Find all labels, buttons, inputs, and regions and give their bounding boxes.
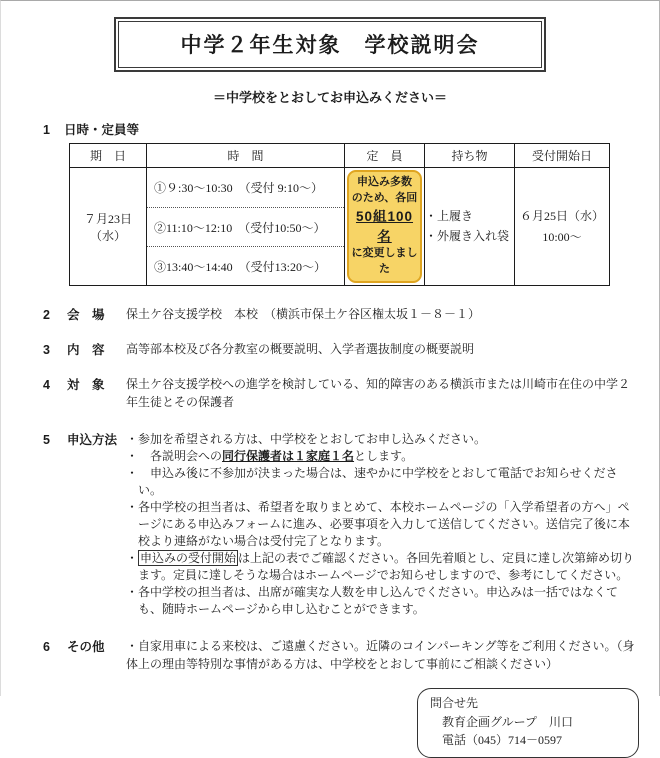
section-6-number: 6 [43,640,50,655]
page-subtitle: ＝中学校をとおしてお申込みください＝ [212,90,447,105]
apply-bullet-2-pre: 各説明会への [138,449,223,464]
contact-box [417,688,639,758]
section-6-label: その他 [67,640,105,655]
bullet-marker: ・ [126,466,139,481]
capacity-highlight: 50組100名 [355,208,414,244]
section-3-label: 内 容 [67,343,105,358]
bullet-marker: ・ [126,449,139,464]
section-2-number: 2 [43,308,50,322]
start-line-1: ６月25日（水） [519,209,604,224]
section-apply [43,431,637,618]
start-line-2: 10:00～ [542,229,582,244]
contact-group: 教育企画グループ 川口 [442,714,574,729]
date-cell: ７月23日（水） [70,168,147,286]
venue-text: 保土ケ谷支援学校 本校 （横浜市保土ケ谷区権太坂１－８－１） [126,307,481,321]
apply-bullet-3-text: 申込み後に不参加が決まった場合は、速やかに中学校をとおして電話でお知らせください。 [138,466,618,498]
apply-bullet-6 [126,584,637,618]
target-text: 保土ケ谷支援学校への進学を検討している、知的障害のある横浜市または川崎市在住の中学２年生徒とその保護者 [126,377,631,409]
apply-bullet-4 [126,499,637,550]
section-4-label: 対 象 [67,378,105,393]
capacity-line-1: 申込み多数 [357,176,412,189]
bullet-marker: ・ [126,585,139,600]
apply-bullet-4-text: 各中学校の担当者は、希望者を取りまとめて、本校ホームページの「入学希望者の方へ」ページにある申込みフォームに進み、必要事項を入力して送信してください。送信完了後に本校より連絡がない場合は受付完了となります。 [138,500,630,549]
apply-bullet-5 [126,550,637,584]
apply-bullet-list [126,431,637,618]
time-slot-2: ②11:10～12:10 （受付10:50～） [147,207,344,246]
section-4-number: 4 [43,378,50,393]
capacity-cell [345,168,425,286]
bullet-marker: ・ [126,432,139,447]
apply-bullet-2-emphasis: 同行保護者は１家庭１名 [222,449,355,464]
apply-bullet-6-text: 各中学校の担当者は、出席が確実な人数を申し込んでください。申込みは一括ではなくても、随時ホームページから申し込むことができます。 [138,585,619,617]
section-5-label: 申込方法 [67,433,118,448]
apply-bullet-2 [126,448,637,465]
section-2-label: 会 場 [67,308,105,322]
section-1-label: 日時・定員等 [63,123,139,137]
time-slot-1: ①９:30～10:30 （受付 9:10～） [154,181,324,195]
other-text: ・自家用車による来校は、ご遠慮ください。近隣のコインパーキング等をご利用ください。（身体上の理由等特別な事情がある方は、中学校をとおして事前にご相談ください） [126,639,635,671]
page-title: 中学２年生対象 学校説明会 [118,21,542,68]
bullet-marker: ・ [126,500,139,515]
table-body-row [70,168,610,286]
schedule-table [69,143,610,286]
items-cell [425,168,515,286]
col-header-date: 期 日 [70,144,147,168]
capacity-line-2: のため、各回 [351,192,418,204]
apply-bullet-2-post: とします。 [354,449,414,464]
apply-bullet-5-boxed: 申込みの受付開始 [140,551,237,566]
title-box [114,17,546,72]
section-5-number: 5 [43,433,50,448]
section-venue [43,306,637,324]
section-target [43,376,637,411]
capacity-callout [347,170,422,283]
apply-bullet-1-text: 参加を希望される方は、中学校をとおしてお申し込みください。 [138,432,487,447]
section-1-number: 1 [43,123,50,137]
section-contents [43,341,637,359]
items-line-1: ・上履き [425,209,474,224]
items-line-2: ・外履き入れ袋 [425,228,510,243]
apply-bullet-5-text: は上記の表でご確認ください。各回先着順とし、定員に達し次第締め切ります。定員に達しそうな場合はホームページでお知らせしますので、参考にしてください。 [138,551,635,583]
time-cell [147,168,345,286]
table-header-row [70,144,610,168]
contents-text: 高等部本校及び各分教室の概要説明、入学者選抜制度の概要説明 [126,342,475,357]
section-1-heading [43,120,659,138]
col-header-start: 受付開始日 [515,144,610,168]
start-cell [515,168,610,286]
section-other [43,638,637,673]
col-header-time: 時 間 [147,144,345,168]
time-slot-3: ③13:40～14:40 （受付13:20～） [147,246,344,285]
section-3-number: 3 [43,343,50,358]
capacity-line-3: に変更しました [351,247,418,275]
col-header-capacity: 定 員 [345,144,425,168]
bullet-marker: ・ [126,551,139,566]
contact-phone: 電話（045）714－0597 [442,733,563,748]
col-header-items: 持ち物 [425,144,515,168]
apply-bullet-3 [126,465,637,499]
contact-title: 問合せ先 [430,696,479,711]
apply-bullet-1 [126,431,637,448]
